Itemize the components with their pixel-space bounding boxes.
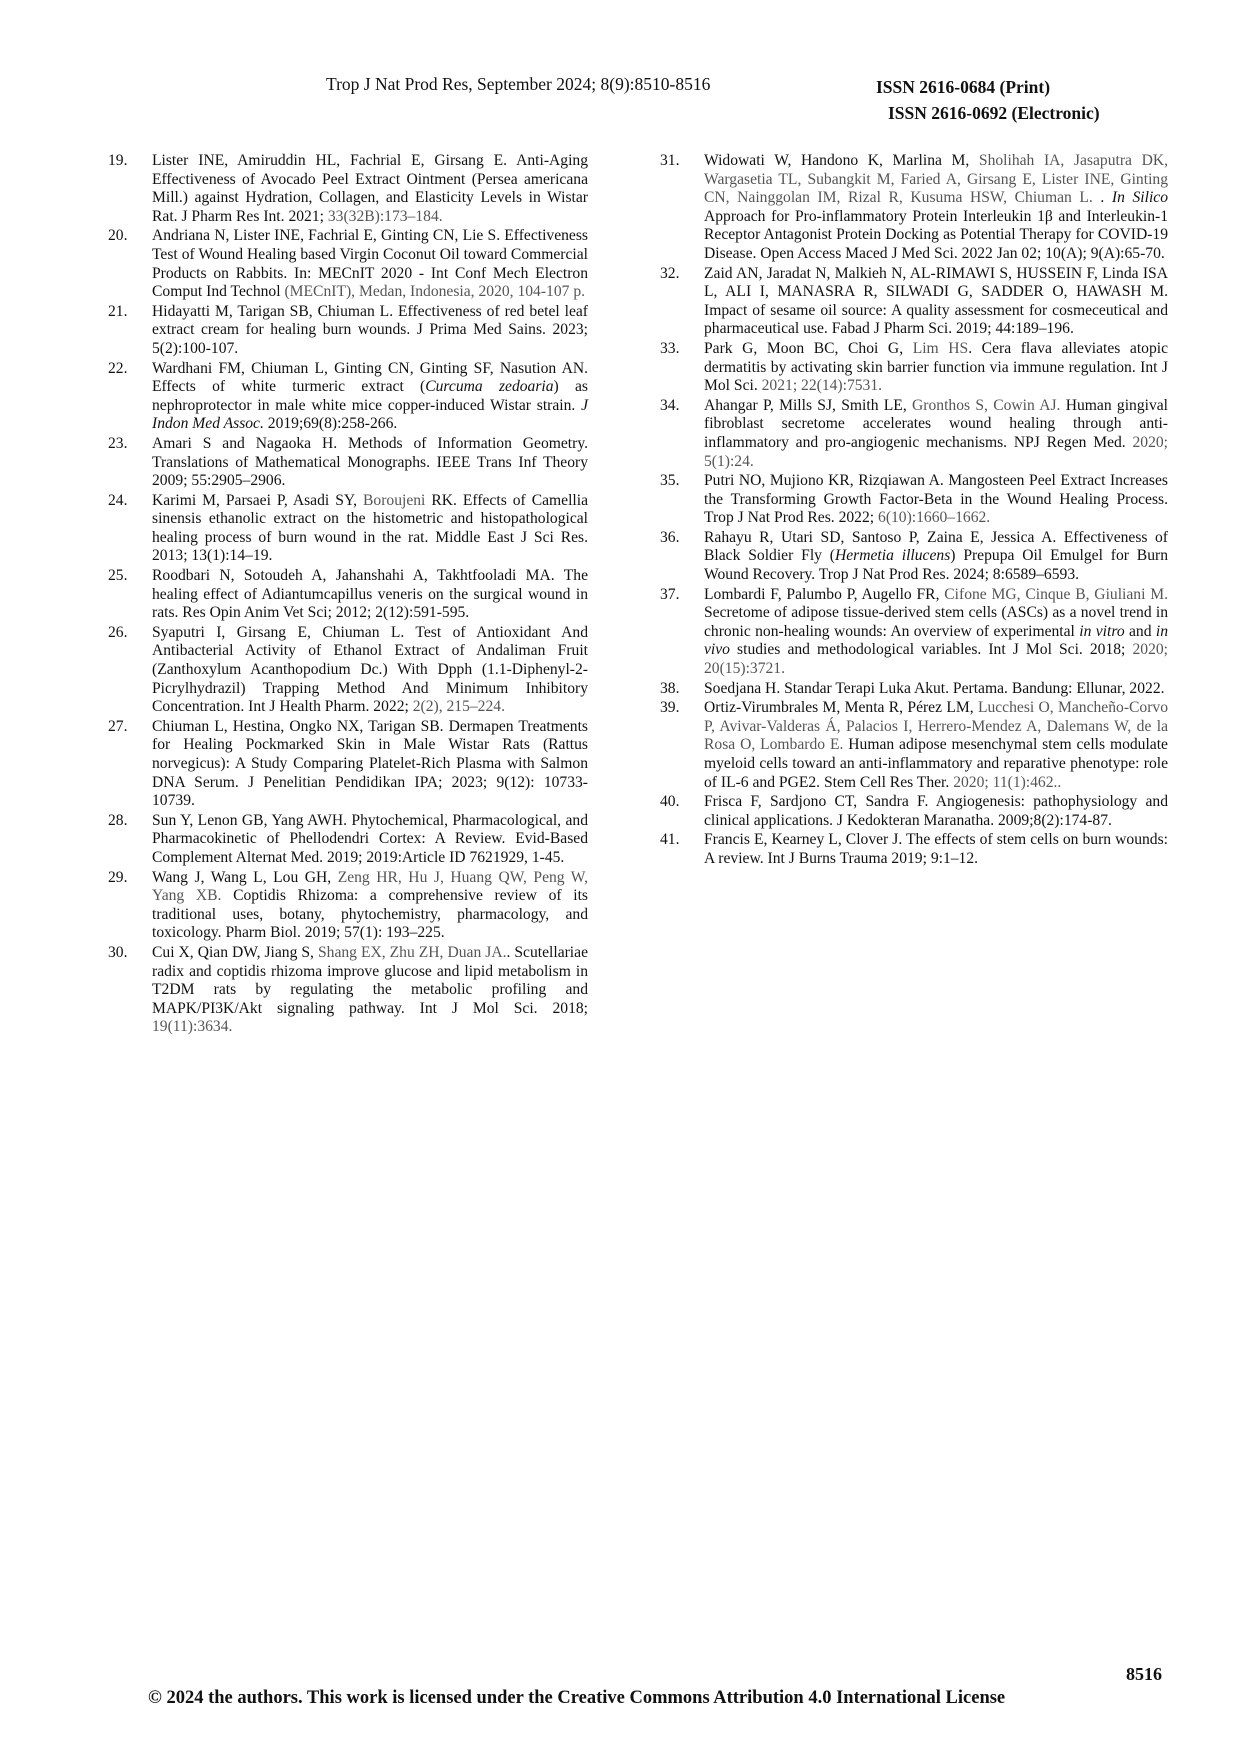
reference-text-segment: Human adipose mesenchymal stem cells modulate myeloid cells toward an anti-inflammatory and reparative phenotype: role of IL-6 and PGE2. Stem Cell Res Ther. xyxy=(704,736,1168,791)
issn-block xyxy=(876,74,1100,126)
reference-text-segment: 6(10):1660–1662. xyxy=(878,509,991,527)
reference-text xyxy=(704,831,1168,868)
reference-text-segment: ) Prepupa Oil Emulgel for Burn Wound Recovery. Trop J Nat Prod Res. 2024; 8:6589–6593. xyxy=(704,547,1168,584)
reference-text-segment: 2020; 20(15):3721. xyxy=(704,641,1168,678)
reference-text-segment: Chiuman L, Hestina, Ongko NX, Tarigan SB. Dermapen Treatments for Healing Pockmarked Skin in Male Wistar Rats (Rattus norvegicus): A Study Comparing Platelet-Rich Plasma with Salmon DNA Serum. J Penelitian Pendidikan IPA; 2023; 9(12): 10733-10739. xyxy=(152,717,588,810)
reference-text-segment: . Cera flava alleviates atopic dermatitis by activating skin barrier function via immune regulation. Int J Mol Sci. xyxy=(704,339,1169,395)
reference-text-segment: Sholihah IA, Jasaputra DK, Wargasetia TL, Subangkit M, Faried A, Girsang E, Lister INE, Ginting CN, Nainggolan IM, Rizal R, Kusuma HSW, Chiuman L. xyxy=(704,152,1168,207)
reference-number: 30. xyxy=(108,943,128,961)
reference-text-segment: Lister INE, Amiruddin HL, Fachrial E, Girsang E. Anti-Aging Effectiveness of Avocado Peel Extract Ointment (Persea americana Mill.) against Hydration, Collagen, and Elasticity Levels in Wistar Rat. J Pharm Res Int. 2021; xyxy=(152,152,588,225)
page-number: 8516 xyxy=(1126,1664,1162,1684)
reference-text xyxy=(704,152,1168,264)
reference-item xyxy=(660,472,1168,528)
reference-item xyxy=(660,680,1168,699)
reference-number: 41. xyxy=(660,831,680,849)
reference-number: 39. xyxy=(660,699,680,717)
reference-text-segment: Hidayatti M, Tarigan SB, Chiuman L. Effectiveness of red betel leaf extract cream for healing burn wounds. J Prima Med Sains. 2023; 5(2):100-107. xyxy=(152,302,588,357)
reference-text-segment: 2020; 11(1):462.. xyxy=(953,773,1062,791)
reference-number: 32. xyxy=(660,264,680,282)
reference-text-segment: Andriana N, Lister INE, Fachrial E, Ginting CN, Lie S. Effectiveness Test of Wound Healing based Virgin Coconut Oil toward Commercial Products on Rabbits. In: MECnIT 2020 - Int Conf Mech Electron Comput Ind Technol xyxy=(152,227,588,301)
reference-number: 22. xyxy=(108,359,128,377)
reference-number: 23. xyxy=(108,434,128,452)
reference-number: 24. xyxy=(108,491,128,509)
reference-item xyxy=(108,718,588,811)
reference-number: 19. xyxy=(108,152,128,169)
reference-item xyxy=(108,303,588,359)
reference-item xyxy=(108,360,588,434)
reference-text xyxy=(152,567,588,623)
reference-text xyxy=(152,812,588,868)
reference-item xyxy=(108,435,588,491)
reference-number: 29. xyxy=(108,868,128,886)
reference-number: 36. xyxy=(660,528,680,546)
reference-text xyxy=(152,624,588,717)
reference-text-segment: Lim HS xyxy=(912,339,969,357)
reference-text xyxy=(704,586,1168,679)
reference-item xyxy=(108,624,588,717)
running-header xyxy=(0,74,1240,124)
reference-text-segment: Putri NO, Mujiono KR, Rizqiawan A. Mangosteen Peel Extract Increases the Transforming Growth Factor-Beta in the Wound Healing Process. Trop J Nat Prod Res. 2022; xyxy=(704,472,1168,527)
reference-text-segment: 2021; 22(14):7531. xyxy=(761,377,883,395)
reference-text-segment: Zaid AN, Jaradat N, Malkieh N, AL-RIMAWI S, HUSSEIN F, Linda ISA L, ALI I, MANASRA R, SILWADI G, SADDER O, HAWASH M. Impact of sesame oil source: A quality assessment for cosmeceutical and pharmaceutical use. Fabad J Pharm Sci. 2019; 44:189–196. xyxy=(704,264,1168,338)
reference-number: 20. xyxy=(108,227,128,245)
reference-number: 34. xyxy=(660,396,680,414)
reference-item xyxy=(108,152,588,226)
reference-text-segment: Wang J, Wang L, Lou GH, xyxy=(152,868,338,886)
reference-text-segment: Cifone MG, Cinque B, Giuliani M. xyxy=(944,585,1168,603)
reference-item xyxy=(108,812,588,868)
reference-column-left xyxy=(108,152,588,1038)
reference-text-segment: Rahayu R, Utari SD, Santoso P, Zaina E, Jessica A. Effectiveness of Black Soldier Fly ( xyxy=(704,528,1168,565)
reference-text-segment: Wardhani FM, Chiuman L, Ginting CN, Ginting SF, Nasution AN. Effects of white turmeric extract ( xyxy=(152,359,588,396)
reference-text xyxy=(704,680,1168,699)
reference-text-segment: . xyxy=(1092,189,1112,207)
reference-text-segment: (MECnIT), Medan, Indonesia, 2020, 104-107 p. xyxy=(284,283,586,301)
reference-text xyxy=(152,435,588,491)
reference-number: 31. xyxy=(660,152,680,169)
reference-item xyxy=(108,567,588,623)
reference-text-segment: Hermetia illucens xyxy=(835,547,951,565)
reference-text-segment: Ahangar P, Mills SJ, Smith LE, xyxy=(704,396,913,414)
reference-text xyxy=(152,227,588,301)
reference-text-segment: 19(11):3634. xyxy=(152,1018,233,1036)
reference-text-segment: Shang EX, Zhu ZH, Duan JA. xyxy=(317,943,507,961)
reference-text xyxy=(704,340,1168,396)
reference-text-segment: Ortiz-Virumbrales M, Menta R, Pérez LM, xyxy=(704,699,978,717)
reference-item xyxy=(660,699,1168,792)
reference-text-segment: ) as nephroprotector in male white mice copper-induced Wistar strain. xyxy=(152,378,588,414)
reference-text-segment: in vitro xyxy=(1079,622,1125,640)
reference-text-segment: Curcuma zedoaria xyxy=(425,378,554,396)
reference-text-segment: Widowati W, Handono K, Marlina M, xyxy=(704,152,979,169)
reference-text xyxy=(704,793,1168,830)
reference-text-segment: Sun Y, Lenon GB, Yang AWH. Phytochemical, Pharmacological, and Pharmacokinetic of Phellodendri Cortex: A Review. Evid-Based Complement Alternat Med. 2019; 2019:Article ID 7621929, 1-45. xyxy=(152,811,588,866)
reference-text-segment: In Silico xyxy=(1111,189,1169,207)
reference-text xyxy=(704,699,1168,792)
reference-text-segment: Karimi M, Parsaei P, Asadi SY, xyxy=(152,491,363,509)
reference-item xyxy=(108,227,588,301)
reference-item xyxy=(660,793,1168,830)
reference-text xyxy=(152,303,588,359)
reference-item xyxy=(108,869,588,943)
reference-text xyxy=(152,152,588,226)
reference-text-segment: 2019;69(8):258-266. xyxy=(263,415,398,433)
reference-item xyxy=(660,586,1168,679)
reference-text-segment: in vivo xyxy=(704,622,1169,659)
reference-text-segment: J Indon Med Assoc. xyxy=(152,396,588,433)
reference-item xyxy=(660,340,1168,396)
reference-number: 21. xyxy=(108,302,128,320)
reference-text xyxy=(152,869,588,943)
reference-text-segment: Coptidis Rhizoma: a comprehensive review of its traditional uses, botany, phytochemistry, pharmacology, and toxicology. Pharm Biol. 2019; 57(1): 193–225. xyxy=(152,887,588,942)
reference-text-segment: Lombardi F, Palumbo P, Augello FR, xyxy=(704,585,945,603)
reference-number: 25. xyxy=(108,567,128,585)
journal-citation: Trop J Nat Prod Res, September 2024; 8(9):8510-8516 xyxy=(326,74,711,94)
reference-item xyxy=(660,152,1168,264)
reference-item xyxy=(660,265,1168,339)
reference-number: 26. xyxy=(108,623,128,641)
reference-text-segment: Soedjana H. Standar Terapi Luka Akut. Pertama. Bandung: Ellunar, 2022. xyxy=(704,679,1165,697)
reference-text xyxy=(704,265,1168,339)
reference-text-segment: Zeng HR, Hu J, Huang QW, Peng W, Yang XB. xyxy=(152,868,588,905)
reference-number: 38. xyxy=(660,679,680,697)
reference-text-segment: Cui X, Qian DW, Jiang S, xyxy=(152,943,318,961)
reference-text xyxy=(704,472,1168,528)
reference-text-segment: Human gingival fibroblast secretome accelerates wound healing through anti-inflammatory and pro-angiogenic mechanisms. NPJ Regen Med. xyxy=(704,396,1169,451)
reference-item xyxy=(660,397,1168,471)
reference-text-segment: 2(2), 215–224. xyxy=(412,698,505,716)
reference-text-segment: Gronthos S, Cowin AJ. xyxy=(912,396,1061,414)
reference-text-segment: and xyxy=(1124,622,1156,640)
reference-number: 33. xyxy=(660,339,680,357)
reference-text xyxy=(704,529,1168,585)
reference-column-right xyxy=(660,152,1168,870)
reference-text-segment: Amari S and Nagaoka H. Methods of Information Geometry. Translations of Mathematical Monographs. IEEE Trans Inf Theory 2009; 55:2905–2906. xyxy=(152,434,588,490)
reference-text-segment: Frisca F, Sardjono CT, Sandra F. Angiogenesis: pathophysiology and clinical applications. J Kedokteran Maranatha. 2009;8(2):174-87. xyxy=(704,793,1168,829)
reference-text-segment: Syaputri I, Girsang E, Chiuman L. Test of Antioxidant And Antibacterial Activity of Ethanol Extract of Andaliman Fruit (Zanthoxylum Acanthopodium Dc.) With Dpph (1.1-Diphenyl-2-Picrylhydrazil) Trapping Method And Minimum Inhibitory Concentration. Int J Health Pharm. 2022; xyxy=(152,623,588,716)
reference-text-segment: 33(32B):173–184. xyxy=(327,207,443,225)
reference-text-segment: studies and methodological variables. Int J Mol Sci. 2018; xyxy=(729,641,1133,659)
reference-text-segment: . Scutellariae radix and coptidis rhizoma improve glucose and lipid metabolism in T2DM rats by regulating the metabolic profiling and MAPK/PI3K/Akt signaling pathway. Int J Mol Sci. 2018; xyxy=(152,943,588,1017)
reference-text-segment: Francis E, Kearney L, Clover J. The effects of stem cells on burn wounds: A review. Int J Burns Trauma 2019; 9:1–12. xyxy=(704,831,1168,867)
reference-item xyxy=(108,492,588,566)
issn-electronic: ISSN 2616-0692 (Electronic) xyxy=(888,103,1100,123)
reference-number: 37. xyxy=(660,585,680,603)
reference-text-segment: Approach for Pro-inflammatory Protein Interleukin 1β and Interleukin-1 Receptor Antagonist Protein Docking as Potential Therapy for COVID-19 Disease. Open Access Maced J Med Sci. 2022 Jan 02; 10(A); 9(A):65-70. xyxy=(704,207,1168,262)
reference-text-segment: Boroujeni xyxy=(363,491,426,509)
reference-text xyxy=(152,360,588,434)
issn-print: ISSN 2616-0684 (Print) xyxy=(876,77,1051,97)
reference-number: 40. xyxy=(660,793,680,811)
reference-text xyxy=(152,718,588,811)
reference-item xyxy=(660,529,1168,585)
license-statement: © 2024 the authors. This work is licensed under the Creative Commons Attribution 4.0 International License xyxy=(148,1688,1006,1708)
reference-text-segment: Roodbari N, Sotoudeh A, Jahanshahi A, Takhtfooladi MA. The healing effect of Adiantumcapillus veneris on the surgical wound in rats. Res Opin Anim Vet Sci; 2012; 2(12):591-595. xyxy=(152,567,588,622)
reference-text xyxy=(152,492,588,566)
reference-text-segment: Secretome of adipose tissue-derived stem cells (ASCs) as a novel trend in chronic non-healing wounds: An overview of experimental xyxy=(704,604,1168,640)
reference-text-segment: RK. Effects of Camellia sinensis ethanolic extract on the histometric and histopathological healing process of burn wound in the rat. Middle East J Sci Res. 2013; 13(1):14–19. xyxy=(152,491,588,565)
reference-item xyxy=(108,944,588,1037)
reference-text-segment: Park G, Moon BC, Choi G, xyxy=(704,339,913,357)
reference-number: 28. xyxy=(108,811,128,829)
reference-number: 35. xyxy=(660,472,680,490)
reference-text-segment: Lucchesi O, Mancheño-Corvo P, Avivar-Valderas Á, Palacios I, Herrero-Mendez A, Dalemans W, de la Rosa O, Lombardo E. xyxy=(704,699,1168,754)
reference-text xyxy=(152,944,588,1037)
reference-number: 27. xyxy=(108,717,128,735)
reference-text-segment: 2020; 5(1):24. xyxy=(704,433,1168,470)
reference-item xyxy=(660,831,1168,868)
reference-text xyxy=(704,397,1168,471)
